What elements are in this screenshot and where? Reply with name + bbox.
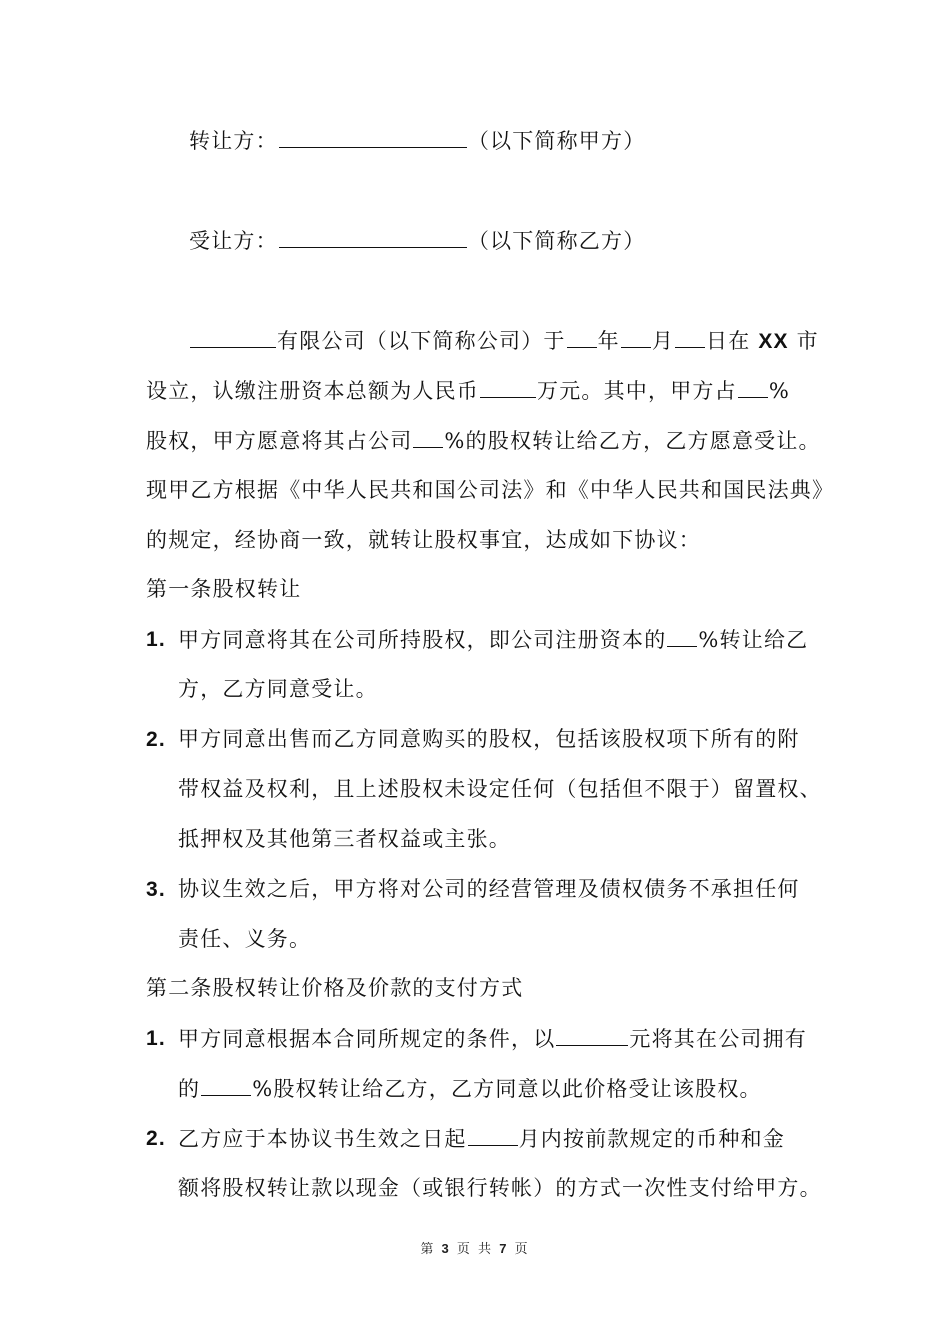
day-blank: [675, 325, 705, 348]
company-name-blank: [190, 325, 276, 348]
footer-text: 页: [514, 1242, 530, 1257]
article-2-item-1-number: [146, 1023, 166, 1054]
article-2-item-2-number: [146, 1123, 166, 1154]
article-2-title: 第二条股权转让价格及价款的支付方式: [146, 976, 524, 1000]
footer-text: 第: [420, 1242, 436, 1257]
item-text: %股权转让给乙方，乙方同意以此价格受让该股权。: [252, 1077, 762, 1101]
price-blank: [556, 1023, 628, 1046]
city-label: 市: [796, 329, 819, 353]
month-blank: [621, 325, 651, 348]
item-text: 甲方同意将其在公司所持股权，即公司注册资本的: [178, 628, 667, 652]
item-text: 月内按前款规定的币种和金: [518, 1127, 786, 1151]
list-number: 1.: [146, 1027, 166, 1050]
registered-capital-percent-blank: [667, 624, 697, 647]
article-2-item-1-line-1: [178, 1023, 807, 1054]
preamble-line-2: [146, 375, 790, 406]
list-number: 1.: [146, 628, 166, 651]
preamble-text: %的股权转让给乙方，乙方愿意受让。: [444, 429, 821, 453]
list-number: 2.: [146, 728, 166, 751]
item-text: 的: [178, 1077, 201, 1101]
list-number: 3.: [146, 878, 166, 901]
list-number: 2.: [146, 1127, 166, 1150]
footer-text: 页 共: [456, 1242, 494, 1257]
month-label: 月: [651, 329, 675, 353]
article-1-item-2-number: [146, 724, 166, 755]
capital-blank: [480, 375, 536, 398]
total-pages-number: 7: [499, 1241, 509, 1256]
transferee-suffix: （以下简称乙方）: [467, 229, 646, 253]
transferor-blank: [279, 125, 467, 148]
article-1-item-2-line-2: 带权益及权利，且上述股权未设定任何（包括但不限于）留置权、: [178, 777, 822, 801]
article-2-item-2-line-1: [178, 1123, 785, 1154]
article-2-item-2-line-2: 额将股权转让款以现金（或银行转帐）的方式一次性支付给甲方。: [178, 1176, 822, 1200]
article-2-item-1-line-2: [178, 1073, 762, 1104]
page-footer: [0, 1238, 950, 1257]
current-page-number: 3: [441, 1241, 451, 1256]
item-text: 甲方同意根据本合同所规定的条件，以: [178, 1027, 556, 1051]
transferee-line: [189, 225, 645, 256]
owned-percent-blank: [201, 1073, 251, 1096]
preamble-line-3: [146, 425, 821, 456]
preamble-text: 股权，甲方愿意将其占公司: [146, 429, 413, 453]
transferor-line: [189, 125, 645, 156]
article-1-item-1-line-1: [178, 624, 808, 655]
city-placeholder: XX: [758, 330, 789, 353]
article-1-item-2-line-3: 抵押权及其他第三者权益或主张。: [178, 827, 511, 851]
preamble-line-5: 的规定，经协商一致，就转让股权事宜，达成如下协议：: [146, 528, 701, 552]
article-1-item-3-line-1: 协议生效之后，甲方将对公司的经营管理及债权债务不承担任何: [178, 877, 800, 901]
transferee-label: 受让方：: [189, 229, 278, 253]
transfer-percent-blank: [413, 425, 443, 448]
article-1-item-3-number: [146, 874, 166, 905]
item-text: %转让给乙: [698, 628, 809, 652]
article-1-item-1-number: [146, 624, 166, 655]
transferee-blank: [279, 225, 467, 248]
item-text: 乙方应于本协议书生效之日起: [178, 1127, 467, 1151]
transferor-suffix: （以下简称甲方）: [467, 129, 646, 153]
preamble-line-1: [189, 325, 819, 357]
percent-sign: %: [768, 379, 790, 403]
preamble-text: 万元。其中，甲方占: [537, 379, 737, 403]
day-label: 日在: [706, 329, 751, 353]
preamble-text: 设立，认缴注册资本总额为人民币: [146, 379, 479, 403]
share-percent-blank: [738, 375, 768, 398]
item-text: 元将其在公司拥有: [629, 1027, 808, 1051]
article-1-item-1-line-2: 方，乙方同意受让。: [178, 677, 378, 701]
year-label: 年: [597, 329, 620, 353]
article-1-item-3-line-2: 责任、义务。: [178, 927, 312, 951]
months-blank: [468, 1123, 518, 1146]
preamble-line-4: 现甲乙方根据《中华人民共和国公司法》和《中华人民共和国民法典》: [146, 478, 835, 502]
year-blank: [567, 325, 597, 348]
article-1-title: 第一条股权转让: [146, 577, 302, 601]
preamble-text: 有限公司（以下简称公司）于: [277, 329, 566, 353]
transferor-label: 转让方：: [189, 129, 278, 153]
article-1-item-2-line-1: 甲方同意出售而乙方同意购买的股权，包括该股权项下所有的附: [178, 727, 800, 751]
